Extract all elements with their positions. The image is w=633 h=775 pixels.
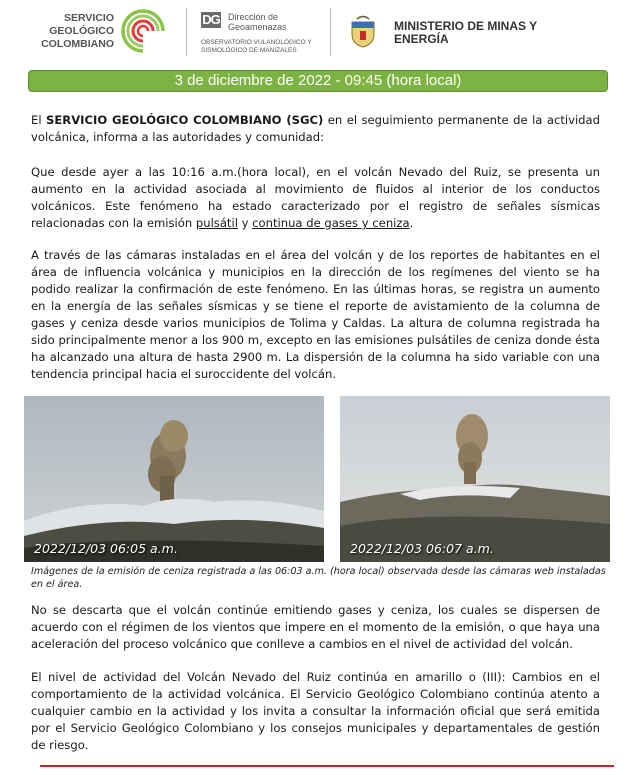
webcam-photo-1 [24, 396, 324, 562]
paragraph-activity [31, 164, 600, 232]
header [0, 0, 633, 66]
sgc-logo-text [28, 12, 114, 51]
dg-direction-text [228, 12, 308, 32]
header-divider [330, 8, 331, 56]
photo-caption: Imágenes de la emisión de ceniza registrada a las 06:03 a.m. (hora local) observada desde las cámaras web instaladas en el área. [31, 566, 606, 590]
ministry-line: MINISTERIO DE MINAS Y [394, 19, 538, 33]
paragraph-outlook: No se descarta que el volcán continúe emitiendo gases y ceniza, los cuales se dispersen de acuerdo con el régimen de los vientos que impere en el momento de la emisión, o que haya una aceleración del proceso volcánico que conlleve a cambios en el nivel de actividad del volcán. [31, 603, 600, 651]
dg-logo: DG [202, 12, 220, 27]
sgc-swirl-icon [118, 6, 168, 56]
paragraph-text: y [237, 216, 253, 230]
paragraph-activity-level: El nivel de actividad del Volcán Nevado del Ruiz continúa en amarillo o (III): Cambios en el comportamiento de la actividad volcánica. El Servicio Geológico Colombiano continúa atento a cualquier cambio en la actividad y los invita a consultar la información oficial que será emitida por el Servicio Geológico Colombiano y los consejos municipales y departamentales de gestión de riesgo. [31, 670, 600, 752]
ministry-name [394, 20, 604, 46]
photo-timestamp: 2022/12/03 06:05 a.m. [34, 541, 178, 556]
paragraph-observations: A través de las cámaras instaladas en el área del volcán y de los reportes de habitantes en el área de influencia volcánica y municipios en la dirección de los regímenes del viento se ha podido realizar la confirmación de este fenómeno. En las últimas horas, se registra un aumento en la energía de las señales sísmicas y se tiene el reporte de avistamiento de la columna de gases y ceniza desde varios municipios de Tolima y Caldas. La altura de columna registrada ha sido principalmente menor a los 900 m, excepto en las emisiones pulsátiles de ceniza donde ésta ha alcanzado una altura de hasta 2900 m. La dispersión de la columna ha sido variable con una tendencia principal hacia el suroccidente del volcán. [31, 248, 600, 381]
intro-paragraph [31, 112, 600, 146]
continua-gases-link[interactable]: continua de gases y ceniza [252, 216, 410, 230]
footer-rule [40, 765, 614, 767]
sgc-logo-line: SERVICIO [64, 12, 114, 24]
header-divider [186, 8, 187, 56]
webcam-image [24, 396, 324, 562]
ministry-line: ENERGÍA [394, 32, 449, 46]
webcam-photo-2 [340, 396, 610, 562]
observatory-line: OBSERVATORIO VULANOLÓGICO Y [201, 39, 312, 46]
sgc-logo-line: COLOMBIANO [41, 38, 114, 50]
observatory-text [201, 39, 321, 55]
date-bar: 3 de diciembre de 2022 - 09:45 (hora local) [28, 70, 608, 92]
intro-prefix: El [31, 113, 47, 127]
sgc-logo-line: GEOLÓGICO [49, 25, 114, 37]
observatory-line: SISMOLÓGICO DE MANIZALES [201, 47, 297, 54]
pulsatil-link[interactable]: pulsátil [195, 216, 238, 230]
dg-direction-line: Geoamenazas [228, 22, 287, 32]
webcam-image [340, 396, 610, 562]
photo-timestamp: 2022/12/03 06:07 a.m. [350, 541, 494, 556]
intro-suffix: en el seguimiento permanente de la actividad volcánica, informa a las autoridades y comunidad: [31, 113, 600, 144]
paragraph-text: . [409, 216, 414, 230]
organization-name: SERVICIO GEOLÓGICO COLOMBIANO (SGC) [46, 113, 324, 127]
dg-direction-line: Dirección de [228, 12, 279, 22]
coat-of-arms-icon [348, 14, 378, 48]
paragraph-text: Que desde ayer a las 10:16 a.m.(hora local), en el volcán Nevado del Ruiz, se presenta un aumento en la actividad asociada al movimiento de fluidos al interior de los conductos volcánicos. Este fenómeno ha estado caracterizado por el registro de señales sísmicas relacionadas con la emisión [31, 165, 600, 230]
